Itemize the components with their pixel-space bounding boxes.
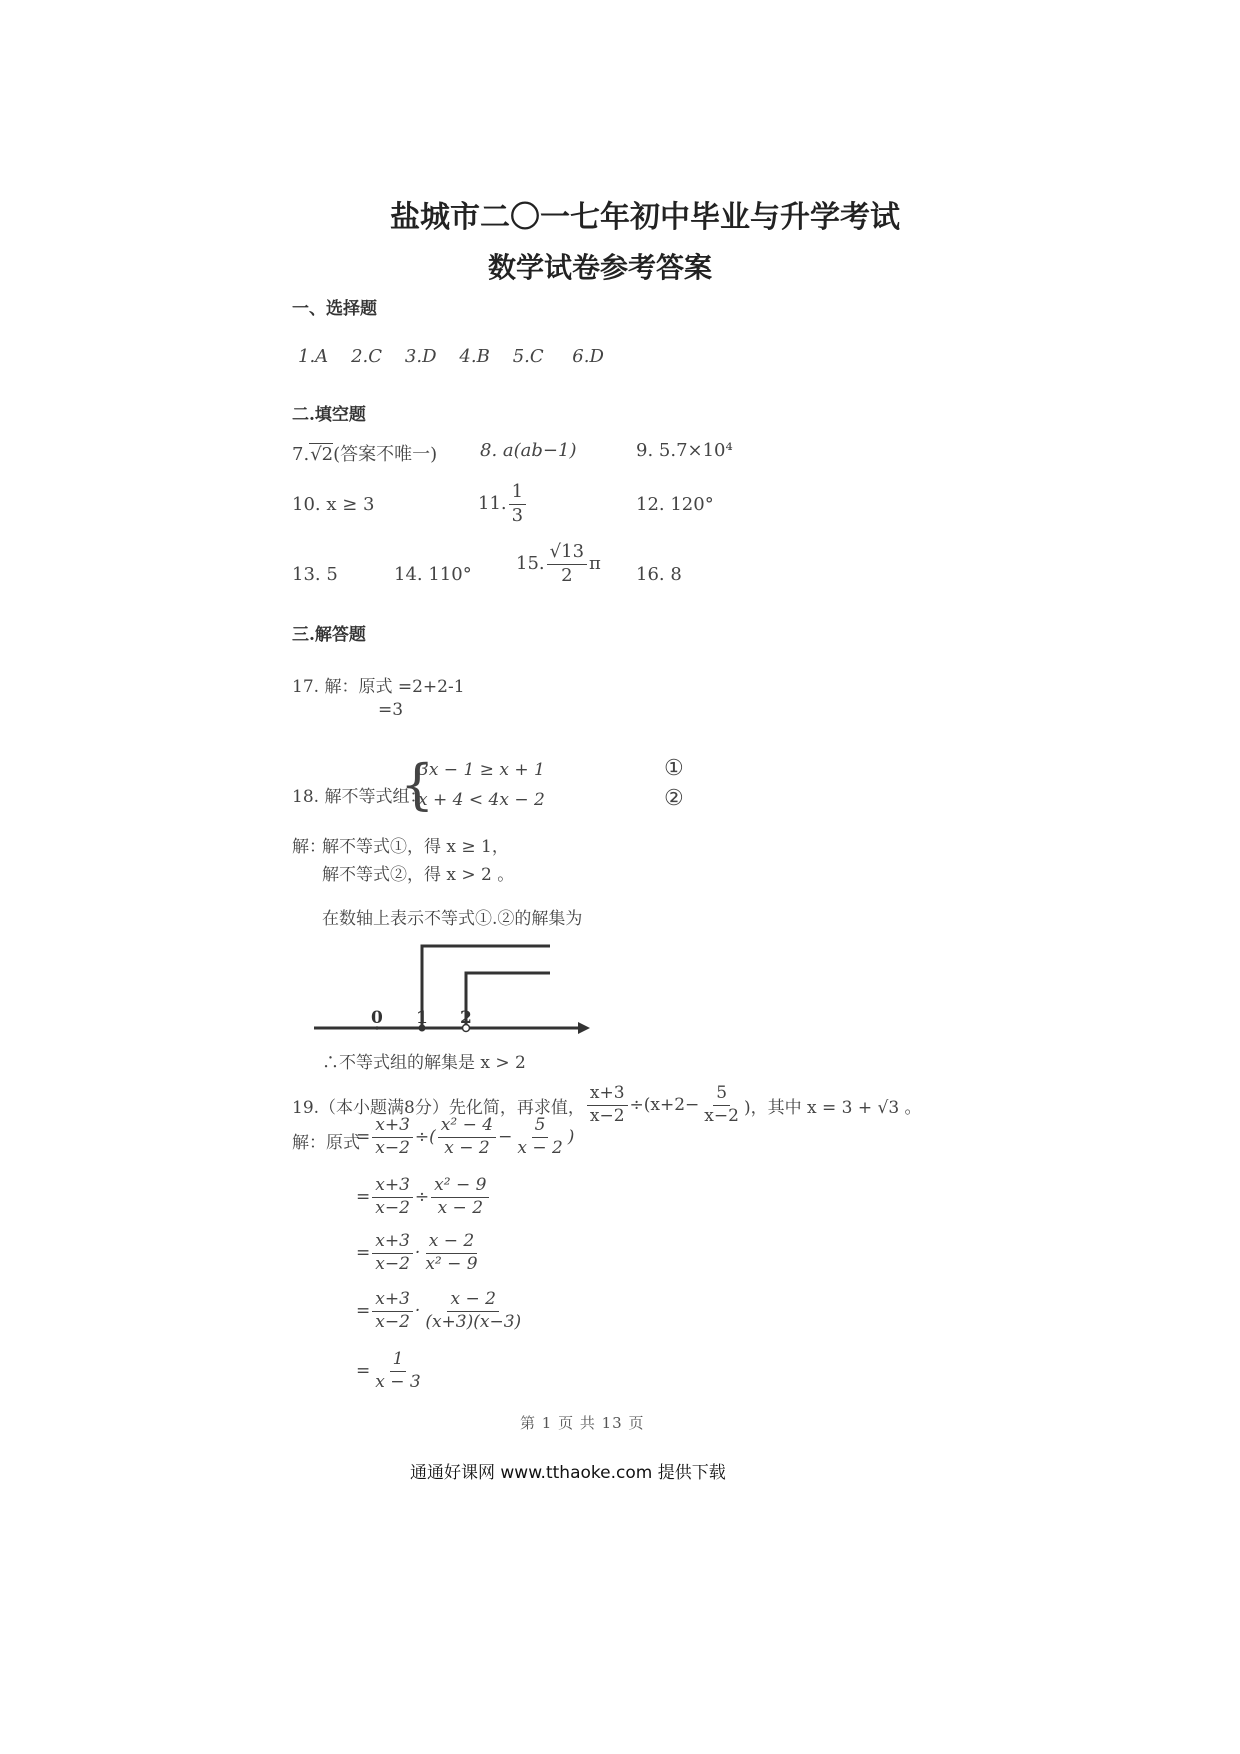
q18-inequality-2: x + 4 < 4x − 2 [418,790,545,810]
page-subtitle: 数学试卷参考答案 [488,251,713,284]
q15-numerator: √13 [547,542,587,565]
download-watermark: 通通好课网 www.tthaoke.com 提供下载 [410,1463,726,1483]
section-2-heading: 二.填空题 [292,405,366,425]
brace-icon: { [400,753,435,816]
answer-11: 11. $\frac{1}{3}$ [478,482,528,526]
axis-label-1: 1 [416,1008,428,1028]
number-line-diagram [300,930,600,1035]
solution-range-1 [422,946,550,1028]
section-3-heading: 三.解答题 [292,625,366,645]
circle-2-marker: ② [664,786,684,811]
answer-10: 10. x ≥ 3 [292,494,375,515]
section-1-heading: 一、选择题 [292,299,377,319]
q17-line-1: 17. 解：原式 =2+2-1 [292,677,465,697]
axis-label-0: 0 [371,1008,383,1028]
circle-1-marker: ① [664,756,684,781]
q18-solution-1: 解不等式①，得 x ≥ 1， [322,837,509,857]
q19-step-4: = $\frac{x+3}{x-2}$ · $\frac{x - 2}{(x+3)(x-3)}$ [356,1289,522,1332]
answer-12: 12. 120° [636,494,714,515]
q11-numerator: 1 [509,482,526,505]
q19-solution-label: 解：原式 [292,1133,360,1153]
q17-line-2: =3 [378,700,404,720]
q18-axis-intro: 在数轴上表示不等式①.②的解集为 [322,909,583,929]
answer-2: 2.C [351,346,383,367]
answer-14: 14. 110° [394,564,472,585]
page-footer: 第 1 页 共 13 页 [520,1414,645,1432]
answer-4: 4.B [459,346,490,367]
answer-5: 5.C [512,346,544,367]
answer-13: 13. 5 [292,564,338,585]
q18-solution-prefix: 解： [292,837,326,857]
q19-step-3: = $\frac{x+3}{x-2}$ · $\frac{x - 2}{\text{x² − 9}}$ [356,1231,478,1274]
choice-answers [298,346,604,367]
answer-9: 9. 5.7×10⁴ [636,440,733,461]
q18-solution-2: 解不等式②，得 x > 2 。 [322,865,515,885]
answer-6: 6.D [572,346,604,367]
solution-range-2 [466,973,550,1028]
answer-7: 7.√2(答案不唯一) [292,444,438,465]
q19-step-2: = $\frac{x+3}{x-2}$ ÷ $\frac{\text{x² − 9}}{x - 2}$ [356,1176,491,1218]
answer-8: 8. a(ab−1) [480,440,577,461]
q19-step-5: = $\frac{1}{x - 3}$ [356,1349,421,1392]
answer-15: 15. $\frac{√13}{2}$ π [516,541,601,586]
page-title: 盐城市二〇一七年初中毕业与升学考试 [390,200,900,235]
axis-label-2: 2 [460,1008,472,1028]
sqrt-2: √2 [310,444,334,465]
q18-conclusion: ∴不等式组的解集是 x > 2 [322,1053,526,1073]
answer-3: 3.D [404,346,437,367]
q11-denominator: 3 [511,504,524,526]
q18-label: 18. 解不等式组： [292,787,427,807]
q19-step-1: = $\frac{x+3}{x-2}$ ÷( $\frac{\text{x² − 4}}{x - 2}$ − $\frac{5}{x - 2}$ ) [356,1115,575,1158]
q19-statement: 19.（本小题满8分）先化简，再求值， $\frac{x+3}{x-2}$ ÷(x+2− $\frac{5}{x-2}$ )，其中 x = 3 + √3 。 [292,1083,922,1126]
axis-arrow-icon [578,1022,590,1034]
q18-inequality-1: 3x − 1 ≥ x + 1 [418,760,545,780]
answer-16: 16. 8 [636,564,682,585]
q15-denominator: 2 [561,564,573,586]
answer-1: 1.A [298,346,329,367]
